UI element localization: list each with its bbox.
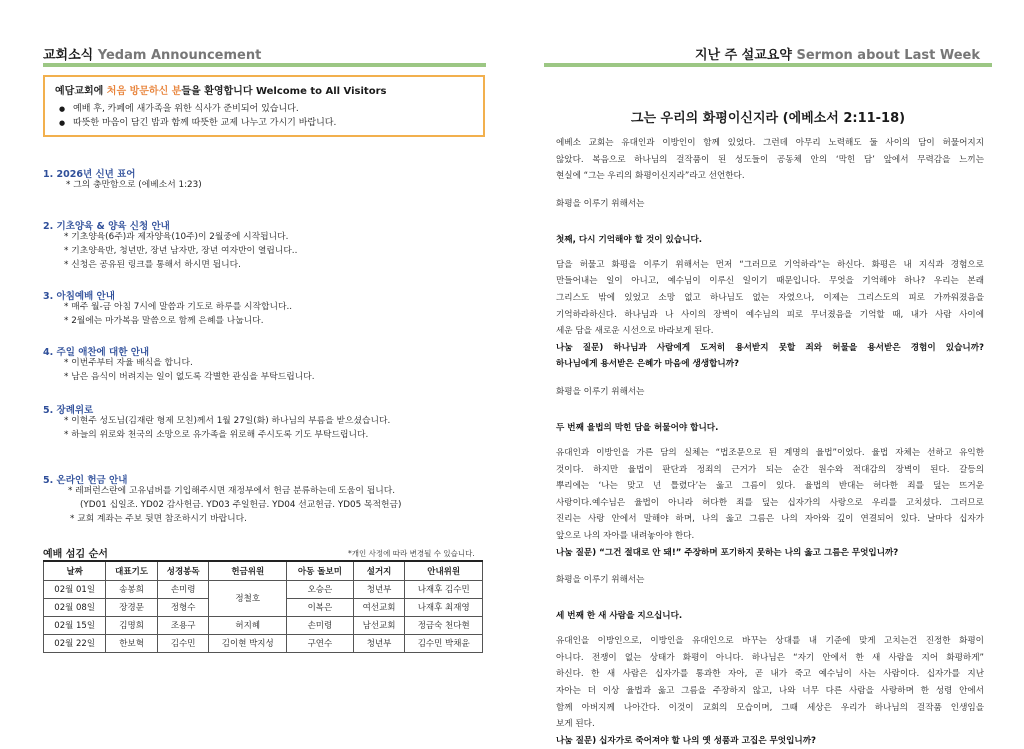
table-cell: 조용구 (157, 616, 209, 634)
sermon-emphasis-line: 나눔 질문) 하나님과 사람에게 도저히 용서받지 못할 죄와 허물을 용서받은 경험이 있습니까? (556, 342, 984, 353)
table-header-cell: 아동 돌보미 (287, 561, 354, 580)
section-title: 5. 온라인 헌금 안내 (43, 475, 128, 486)
table-header-cell: 대표기도 (106, 561, 158, 580)
header-korean: 지난 주 설교요약 (694, 48, 792, 63)
section-line: * 그의 충만함으로 (에베소서 1:23) (66, 180, 202, 190)
section-title: 2. 기초양육 & 양육 신청 안내 (43, 221, 170, 232)
sermon-text-line: 유대인과 이방인을 가른 담의 실체는 “법조문으로 된 계명의 율법”이었다. 율법 자체는 선하고 유익한 (556, 448, 984, 458)
sermon-text-line: 화평을 이루기 위해서는 (556, 198, 645, 209)
section-line: * 레퍼런스란에 고유넘버를 기입해주시면 재정부에서 헌금 분류하는데 도움이 됩니다. (68, 486, 395, 496)
table-header-cell: 성경봉독 (157, 561, 209, 580)
welcome-bullet: ● 예배 후, 카페에 새가족을 위한 식사가 준비되어 있습니다. (55, 102, 473, 116)
section-title: 3. 아침예배 안내 (43, 291, 115, 302)
table-header-cell: 안내위원 (405, 561, 483, 580)
table-header-cell: 날짜 (44, 561, 106, 580)
sermon-text-line: 뿌리에는 ‘나는 맞고 넌 틀렸다’는 옳고 그름이 있다. 율법의 반대는 허다한 죄를 덮는 뜨거운 (556, 481, 984, 492)
sermon-emphasis-line: 첫째, 다시 기억해야 할 것이 있습니다. (556, 234, 703, 245)
table-cell: 여선교회 (353, 598, 405, 616)
table-cell: 김이현 박지성 (209, 634, 287, 652)
table-cell: 청년부 (353, 634, 405, 652)
welcome-bullet: ● 따뜻한 마음이 담긴 밥과 함께 따뜻한 교제 나누고 가시기 바랍니다. (55, 116, 473, 130)
table-cell: 송봉희 (106, 580, 158, 598)
sermon-header (695, 44, 980, 63)
table-cell: 장경문 (106, 598, 158, 616)
table-cell: 청년부 (353, 580, 405, 598)
sermon-text-line: 자아는 더 이상 율법과 옳고 그름을 주장하지 않고, 나와 너무 다른 사람을 사랑하며 한 성령 안에서 (556, 686, 984, 696)
section-title: 5. 장례위로 (43, 405, 94, 416)
sermon-emphasis-line: 나눔 질문) 십자가로 죽어져야 할 나의 옛 성품과 고집은 무엇입니까? (556, 735, 816, 746)
section-line: * 이번주부터 자율 배식을 합니다. (64, 358, 193, 368)
header-english: Sermon about Last Week (796, 48, 980, 63)
table-row (44, 580, 483, 598)
sermon-text-line: 화평을 이루기 위해서는 (556, 575, 645, 586)
section-line: * 신청은 공유된 링크를 통해서 하시면 됩니다. (64, 260, 241, 270)
table-cell: 나재후 김수민 (405, 580, 483, 598)
sermon-text-line: 화평을 이루기 위해서는 (556, 387, 645, 397)
sermon-text-line: 기억하라하신다. 하나님과 나 사이의 장벽이 예수님의 피로 무너졌음을 기억할 때, 내가 사람 사이에 (556, 309, 984, 320)
sermon-text-line: 하신다. 한 새 사람은 십자가를 통과한 자아, 곧 내가 죽고 예수님이 사는 사람이다. 십자가를 지난 (556, 669, 984, 680)
table-header-cell: 설거지 (353, 561, 405, 580)
sermon-text-line: 것이다. 하지만 율법이 판단과 정죄의 근거가 되는 순간 원수와 적대감의 장벽이 된다. 갈등의 (556, 464, 984, 475)
sermon-emphasis-line: 하나님에게 용서받은 은혜가 마음에 생생합니까? (556, 359, 739, 370)
table-cell: 정철호 (209, 580, 287, 616)
welcome-list (55, 102, 473, 130)
sermon-text-line: 에베소 교회는 유대인과 이방인이 함께 있었다. 그런데 아무리 노력해도 둘 사이의 담이 허물어지지 (556, 138, 984, 148)
section-line: * 이현주 성도님(김재란 형제 모친)께서 1월 27일(화) 하나님의 부름을 받으셨습니다. (64, 416, 391, 426)
section-line: * 2월에는 마가복음 말씀으로 함께 은혜를 나눕니다. (64, 316, 264, 326)
table-cell: 손미령 (157, 580, 209, 598)
table-cell: 02월 01일 (44, 580, 106, 598)
section-line: * 교회 계좌는 주보 뒷면 참조하시기 바랍니다. (70, 514, 247, 524)
sermon-text-line: 진리는 사랑 안에서 말해야 하며, 나의 옳고 그름은 나의 자아와 깊이 연결되어 있다. 날마다 십자가 (556, 514, 984, 525)
welcome-box (43, 75, 485, 137)
section-line: * 남은 음식이 버려지는 일이 없도록 각별한 관심을 부탁드립니다. (64, 372, 315, 382)
table-cell: 손미령 (287, 616, 354, 634)
table-cell: 02월 22일 (44, 634, 106, 652)
sermon-text-line: 함께 아버지께 나아간다. 이것이 교회의 모습이며, 그때 세상은 우리가 하나님의 걸작품 인생임을 (556, 702, 984, 713)
sermon-text-line: 그리스도 밖에 있었고 소망 없고 하나님도 없는 자였으나, 이제는 그리스도의 피로 가까워졌음을 (556, 293, 984, 303)
section-title: 1. 2026년 신년 표어 (43, 169, 136, 180)
section-line: * 하늘의 위로와 천국의 소망으로 유가족을 위로해 주시도록 기도 부탁드립니다. (64, 430, 369, 440)
sermon-text-line: 유대인을 이방인으로, 이방인을 유대인으로 바꾸는 상대를 내 기준에 맞게 고치는건 진정한 화평이 (556, 636, 984, 647)
table-cell: 구연수 (287, 634, 354, 652)
table-cell: 02월 08일 (44, 598, 106, 616)
section-line: (YD01 십일조. YD02 감사헌금. YD03 주일헌금. YD04 선교헌금. YD05 목적헌금) (80, 500, 402, 510)
welcome-title-pre: 예담교회에 (55, 86, 107, 97)
header-divider (43, 63, 486, 67)
table-header-cell: 헌금위원 (209, 561, 287, 580)
table-header-row (44, 561, 483, 580)
section-line: * 매주 월-금 아침 7시에 말씀과 기도로 하루를 시작합니다.. (64, 302, 293, 312)
welcome-title-post: 들을 환영합니다 Welcome to All Visitors (181, 86, 387, 97)
sermon-text-line: 현실에 “그는 우리의 화평이신지라”라고 선언한다. (556, 171, 745, 182)
table-row (44, 634, 483, 652)
header-korean: 교회소식 (43, 48, 94, 63)
sermon-text-line: 아니다. 전쟁이 없는 상태가 화평이 아니다. 하나님은 “자기 안에서 한 새 사람을 지어 화평하게” (556, 652, 984, 663)
sermon-emphasis-line: 세 번째 한 새 사람을 지으십니다. (556, 611, 683, 622)
sermon-text-line: 만들어내는 일이 아니고, 예수님이 이루신 일이기 때문입니다. 무엇을 기억해야 하나? 우리는 본래 (556, 276, 984, 287)
sermon-emphasis-line: 나눔 질문) “그건 절대로 안 돼!” 주장하며 포기하지 못하는 나의 옳고 그름은 무엇입니까? (556, 547, 899, 558)
table-cell: 정형수 (157, 598, 209, 616)
table-cell: 이복은 (287, 598, 354, 616)
welcome-title-highlight: 처음 방문하신 분 (106, 86, 182, 97)
header-divider (544, 63, 992, 67)
welcome-title (55, 85, 473, 99)
section-line: * 기초양육(6주)과 제자양육(10주)이 2월중에 시작됩니다. (64, 232, 289, 242)
table-cell: 김수민 (157, 634, 209, 652)
table-row (44, 616, 483, 634)
table-cell: 오승은 (287, 580, 354, 598)
table-cell: 정금숙 천다현 (405, 616, 483, 634)
sermon-text-line: 않았다. 복음으로 하나님의 걸작품이 된 성도들이 공동체 안의 ‘막힌 담’ 앞에서 무력감을 느끼는 (556, 154, 984, 165)
sermon-text-line: 사랑이다.예수님은 율법이 아니라 허다한 죄를 덮는 십자가의 사랑으로 우리를 고치셨다. 그러므로 (556, 497, 984, 508)
table-cell: 김수민 박채윤 (405, 634, 483, 652)
table-cell: 김명희 (106, 616, 158, 634)
table-cell: 허지혜 (209, 616, 287, 634)
announcement-page (0, 0, 512, 724)
header-english: Yedam Announcement (97, 48, 262, 63)
table-cell: 한보혁 (106, 634, 158, 652)
section-title: 4. 주일 애찬에 대한 안내 (43, 347, 150, 358)
sermon-text-line: 세운 담을 새로운 시선으로 바라보게 된다. (556, 326, 714, 337)
table-cell: 남선교회 (353, 616, 405, 634)
announcement-header (43, 44, 261, 63)
service-schedule-table (43, 560, 483, 653)
section-line: * 기초양육반, 청년반, 장년 남자반, 장년 여자반이 열립니다.. (64, 246, 298, 256)
sermon-text-line: 앞으로 나의 자아를 내려놓아야 한다. (556, 531, 695, 541)
sermon-text-line: 보게 된다. (556, 719, 595, 730)
table-cell: 02월 15일 (44, 616, 106, 634)
table-cell: 나재후 최재영 (405, 598, 483, 616)
sermon-emphasis-line: 두 번째 율법의 막힌 담을 허물어야 합니다. (556, 423, 719, 433)
sermon-text-line: 담을 허물고 화평을 이루기 위해서는 먼저 “그러므로 기억하라”는 하신다. 화평은 내 지식과 경험으로 (556, 259, 984, 270)
service-schedule-title: 예배 섬김 순서 (43, 549, 108, 560)
sermon-page (512, 0, 1024, 746)
sermon-title: 그는 우리의 화평이신지라 (에베소서 2:11-18) (630, 111, 906, 126)
service-schedule-note: *개인 사정에 따라 변경될 수 있습니다. (348, 549, 475, 558)
